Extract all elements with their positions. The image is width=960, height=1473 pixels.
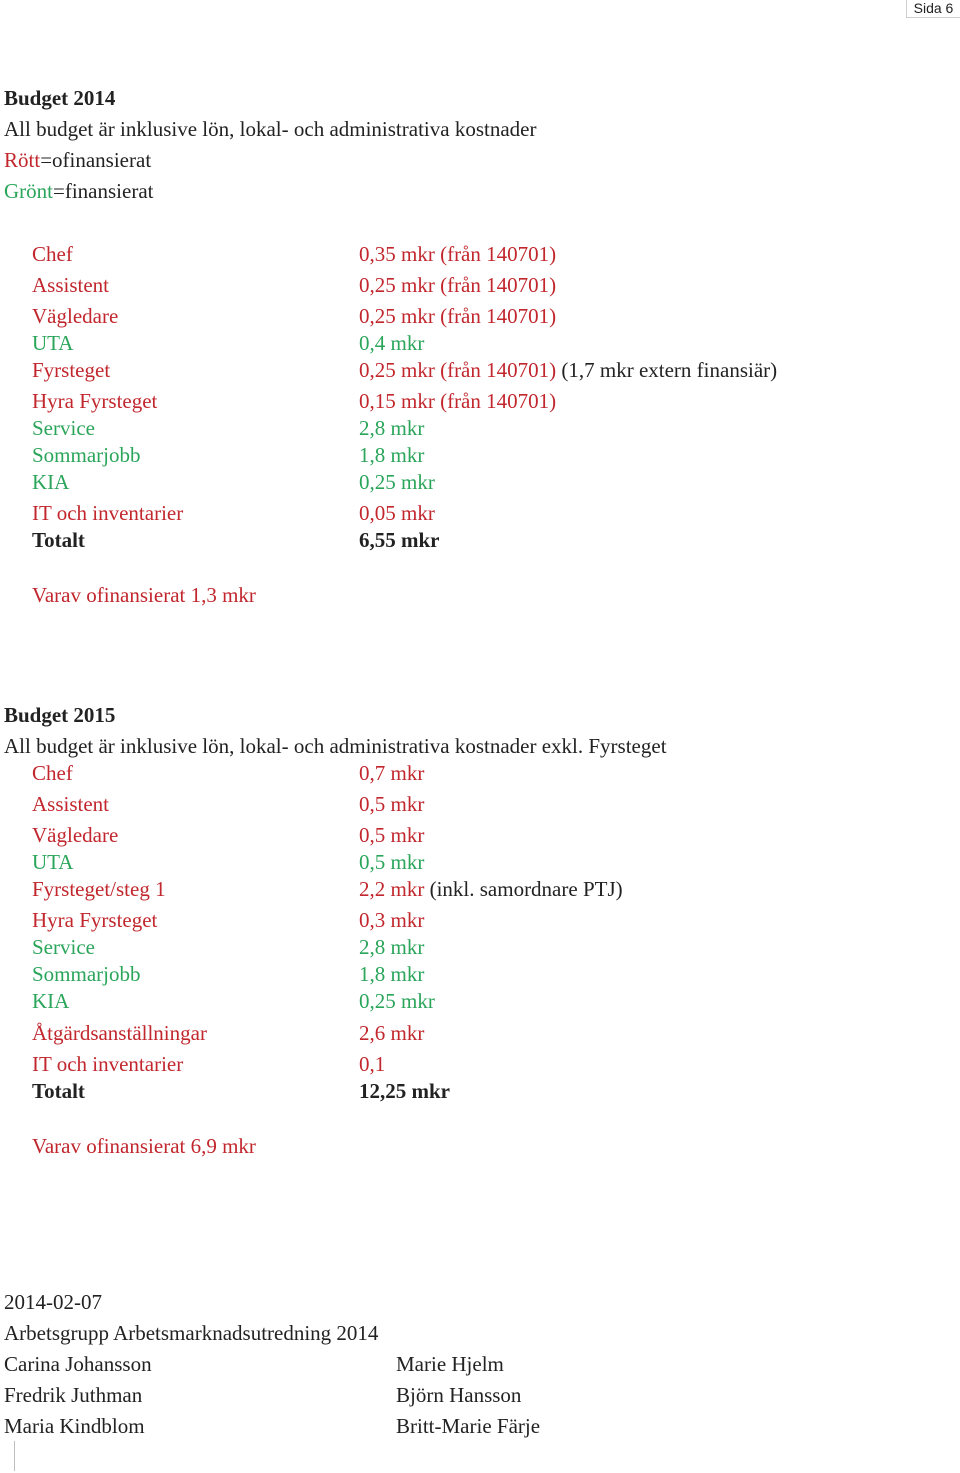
budget-2014-value-vagledare: 0,25 mkr (från 140701) bbox=[359, 304, 557, 328]
footer-date: 2014-02-07 bbox=[4, 1290, 102, 1314]
budget-2015-total-label: Totalt bbox=[32, 1079, 85, 1103]
budget-2014-label-chef: Chef bbox=[32, 242, 73, 266]
budget-2015-value-uta: 0,5 mkr bbox=[359, 850, 425, 874]
budget-2014-label-kia: KIA bbox=[32, 470, 70, 494]
budget-2015-value-vagledare: 0,5 mkr bbox=[359, 823, 425, 847]
legend-green-rest: =finansierat bbox=[53, 179, 154, 203]
budget-2014-label-uta: UTA bbox=[32, 331, 74, 355]
budget-2015-label-assistent: Assistent bbox=[32, 792, 110, 816]
budget-2014-fyrsteget-extra: (1,7 mkr extern finansiär) bbox=[556, 358, 778, 382]
budget-2014-label-service: Service bbox=[32, 416, 95, 440]
budget-2014-total-value: 6,55 mkr bbox=[359, 528, 440, 552]
budget-2014-value-hyra-fyrsteget: 0,15 mkr (från 140701) bbox=[359, 389, 557, 413]
budget-2014-value-service: 2,8 mkr bbox=[359, 416, 425, 440]
member-left-3: Maria Kindblom bbox=[4, 1414, 145, 1438]
budget-2014-total-label: Totalt bbox=[32, 528, 85, 552]
page-number-label: Sida 6 bbox=[906, 0, 960, 18]
member-right-2: Björn Hansson bbox=[396, 1383, 522, 1407]
budget-2014-value-sommarjobb: 1,8 mkr bbox=[359, 443, 425, 467]
budget-2015-value-service: 2,8 mkr bbox=[359, 935, 425, 959]
member-right-3: Britt-Marie Färje bbox=[396, 1414, 541, 1438]
legend-funded bbox=[4, 179, 153, 203]
budget-2014-label-sommarjobb: Sommarjobb bbox=[32, 443, 141, 467]
budget-2015-unfunded: Varav ofinansierat 6,9 mkr bbox=[32, 1134, 256, 1158]
budget-2015-label-vagledare: Vägledare bbox=[32, 823, 119, 847]
legend-red-word: Rött bbox=[4, 148, 41, 172]
member-right-1: Marie Hjelm bbox=[396, 1352, 504, 1376]
budget-2014-fyrsteget-amount: 0,25 mkr (från 140701) bbox=[359, 358, 557, 382]
budget-2015-label-chef: Chef bbox=[32, 761, 73, 785]
budget-2014-unfunded: Varav ofinansierat 1,3 mkr bbox=[32, 583, 256, 607]
budget-2014-value-uta: 0,4 mkr bbox=[359, 331, 425, 355]
budget-2014-value-it: 0,05 mkr bbox=[359, 501, 435, 525]
footer-group: Arbetsgrupp Arbetsmarknadsutredning 2014 bbox=[4, 1321, 379, 1345]
budget-2015-label-it: IT och inventarier bbox=[32, 1052, 184, 1076]
budget-2015-label-atgardsanstallningar: Åtgärdsanställningar bbox=[32, 1021, 207, 1045]
budget-2015-total-value: 12,25 mkr bbox=[359, 1079, 450, 1103]
budget-2015-value-fyrsteget-steg1 bbox=[359, 877, 623, 901]
budget-2015-value-chef: 0,7 mkr bbox=[359, 761, 425, 785]
budget-2015-fyrsteget-amount: 2,2 mkr bbox=[359, 877, 425, 901]
budget-2014-value-fyrsteget bbox=[359, 358, 777, 382]
budget-2014-note: All budget är inklusive lön, lokal- och administrativa kostnader bbox=[4, 117, 537, 141]
budget-2015-label-hyra-fyrsteget: Hyra Fyrsteget bbox=[32, 908, 158, 932]
budget-2014-value-chef: 0,35 mkr (från 140701) bbox=[359, 242, 557, 266]
legend-red-rest: =ofinansierat bbox=[40, 148, 152, 172]
budget-2015-value-hyra-fyrsteget: 0,3 mkr bbox=[359, 908, 425, 932]
budget-2015-value-sommarjobb: 1,8 mkr bbox=[359, 962, 425, 986]
budget-2015-label-sommarjobb: Sommarjobb bbox=[32, 962, 141, 986]
budget-2015-title: Budget 2015 bbox=[4, 703, 116, 727]
budget-2015-label-service: Service bbox=[32, 935, 95, 959]
budget-2015-value-it: 0,1 bbox=[359, 1052, 386, 1076]
budget-2014-label-it: IT och inventarier bbox=[32, 501, 184, 525]
budget-2014-value-kia: 0,25 mkr bbox=[359, 470, 435, 494]
member-left-1: Carina Johansson bbox=[4, 1352, 152, 1376]
budget-2014-label-fyrsteget: Fyrsteget bbox=[32, 358, 111, 382]
budget-2015-label-uta: UTA bbox=[32, 850, 74, 874]
budget-2014-label-vagledare: Vägledare bbox=[32, 304, 119, 328]
budget-2014-label-hyra-fyrsteget: Hyra Fyrsteget bbox=[32, 389, 158, 413]
legend-green-word: Grönt bbox=[4, 179, 53, 203]
budget-2014-label-assistent: Assistent bbox=[32, 273, 110, 297]
legend-unfunded bbox=[4, 148, 151, 172]
budget-2015-value-atgardsanstallningar: 2,6 mkr bbox=[359, 1021, 425, 1045]
budget-2014-title: Budget 2014 bbox=[4, 86, 116, 110]
budget-2015-note: All budget är inklusive lön, lokal- och administrativa kostnader exkl. Fyrsteget bbox=[4, 734, 667, 758]
budget-2015-value-kia: 0,25 mkr bbox=[359, 989, 435, 1013]
margin-rule bbox=[14, 1441, 15, 1471]
budget-2015-fyrsteget-extra: (inkl. samordnare PTJ) bbox=[424, 877, 623, 901]
budget-2014-value-assistent: 0,25 mkr (från 140701) bbox=[359, 273, 557, 297]
member-left-2: Fredrik Juthman bbox=[4, 1383, 143, 1407]
budget-2015-value-assistent: 0,5 mkr bbox=[359, 792, 425, 816]
budget-2015-label-kia: KIA bbox=[32, 989, 70, 1013]
budget-2015-label-fyrsteget-steg1: Fyrsteget/steg 1 bbox=[32, 877, 166, 901]
